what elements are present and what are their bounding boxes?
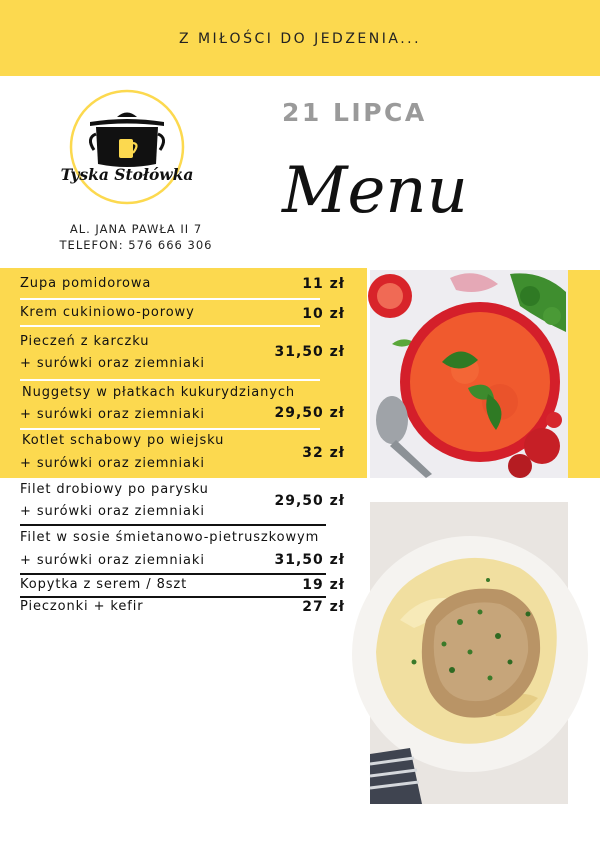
divider bbox=[20, 298, 320, 300]
item-price: 27 zł bbox=[302, 599, 345, 615]
photo-accent-strip bbox=[568, 270, 600, 478]
menu-item bbox=[20, 577, 345, 597]
item-name: Pieczonki + kefir bbox=[20, 599, 144, 614]
svg-text:Menu: Menu bbox=[282, 154, 468, 228]
item-price: 29,50 zł bbox=[274, 405, 345, 421]
item-name: Pieczeń z karczku bbox=[20, 334, 150, 349]
menu-item bbox=[20, 334, 345, 374]
menu-item bbox=[20, 433, 345, 473]
menu-item bbox=[20, 385, 345, 425]
divider bbox=[20, 379, 320, 381]
phone: TELEFON: 576 666 306 bbox=[59, 238, 213, 252]
item-name: Filet w sosie śmietanowo-pietruszkowym bbox=[20, 530, 320, 545]
item-name: Kopytka z serem / 8szt bbox=[20, 577, 188, 592]
chicken-mashed-potatoes-photo bbox=[370, 502, 568, 804]
divider bbox=[20, 325, 320, 327]
item-name: Filet drobiowy po parysku bbox=[20, 482, 209, 497]
item-price: 11 zł bbox=[302, 276, 345, 292]
item-sides: + surówki oraz ziemniaki bbox=[20, 356, 205, 371]
item-price: 29,50 zł bbox=[274, 493, 345, 509]
divider bbox=[20, 524, 326, 526]
menu-item bbox=[20, 599, 345, 619]
item-sides: + surówki oraz ziemniaki bbox=[20, 553, 205, 568]
menu-item bbox=[20, 530, 345, 570]
tomato-soup-photo bbox=[370, 270, 568, 478]
svg-text:Tyska Stołówka: Tyska Stołówka bbox=[60, 165, 194, 184]
item-name: Nuggetsy w płatkach kukurydzianych bbox=[22, 385, 296, 400]
tagline: Z MIŁOŚCI DO JEDZENIA... bbox=[178, 31, 422, 47]
item-price: 19 zł bbox=[302, 577, 345, 593]
item-price: 10 zł bbox=[302, 306, 345, 322]
menu-item bbox=[20, 482, 345, 522]
item-name: Krem cukiniowo-porowy bbox=[20, 305, 195, 320]
item-sides: + surówki oraz ziemniaki bbox=[20, 504, 205, 519]
item-price: 31,50 zł bbox=[274, 552, 345, 568]
address: AL. JANA PAWŁA II 7 bbox=[69, 222, 203, 236]
menu-item bbox=[20, 276, 345, 296]
item-name: Zupa pomidorowa bbox=[20, 276, 152, 291]
brand-name-text bbox=[61, 165, 194, 184]
item-price: 32 zł bbox=[302, 445, 345, 461]
item-price: 31,50 zł bbox=[274, 344, 345, 360]
menu-item bbox=[20, 305, 345, 325]
item-name: Kotlet schabowy po wiejsku bbox=[22, 433, 225, 448]
divider bbox=[20, 596, 326, 598]
item-sides: + surówki oraz ziemniaki bbox=[20, 407, 205, 422]
item-sides: + surówki oraz ziemniaki bbox=[20, 456, 205, 471]
divider bbox=[20, 573, 326, 575]
menu-date: 21 LIPCA bbox=[282, 98, 427, 127]
menu-title bbox=[278, 140, 468, 235]
divider bbox=[20, 428, 320, 430]
tyska-stolowka-logo bbox=[60, 88, 194, 206]
